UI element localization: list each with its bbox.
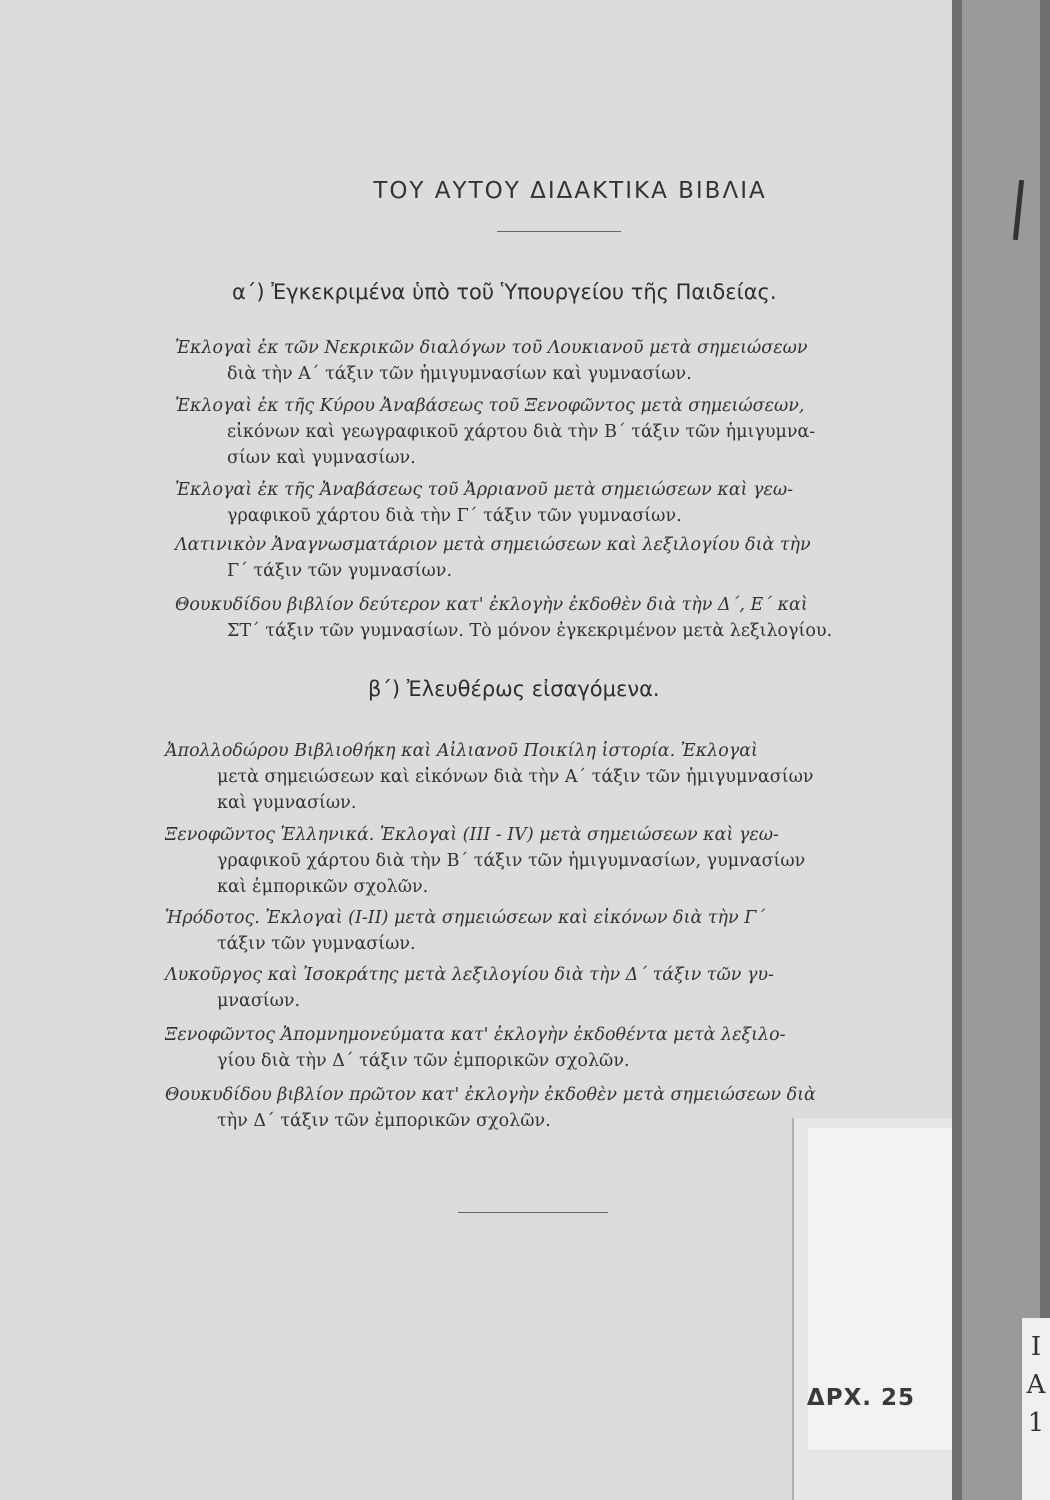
entry-line: Ξενοφῶντος Ἑλληνικά. Ἐκλογαὶ (III - IV) μετὰ σημειώσεων καὶ γεω-	[165, 825, 779, 845]
section-b-entry-2	[165, 822, 805, 900]
spine-label-line: Ι	[1030, 1332, 1042, 1362]
section-b-entry-4	[165, 962, 774, 1014]
entry-line: τὴν Δ΄ τάξιν τῶν ἐμπορικῶν σχολῶν.	[217, 1111, 551, 1131]
section-a-heading: α΄) Ἐγκεκριμένα ὑπὸ τοῦ Ὑπουργείου τῆς Παιδείας.	[232, 280, 777, 304]
entry-line: Ξενοφῶντος Ἀπομνημονεύματα κατ' ἐκλογὴν ἐκδοθέντα μετὰ λεξιλο-	[165, 1025, 786, 1045]
entry-line: τάξιν τῶν γυμνασίων.	[217, 934, 416, 954]
bottom-divider	[458, 1212, 608, 1213]
spine-call-number-label	[1022, 1318, 1050, 1500]
section-a-entry-4	[175, 532, 811, 584]
entry-line: Ἐκλογαὶ ἐκ τῶν Νεκρικῶν διαλόγων τοῦ Λουκιανοῦ μετὰ σημειώσεων	[175, 338, 808, 358]
section-a-entry-2	[175, 393, 815, 471]
section-b-heading: β΄) Ἐλευθέρως εἰσαγόμενα.	[368, 677, 660, 701]
entry-line: Λατινικὸν Ἀναγνωσματάριον μετὰ σημειώσεων καὶ λεξιλογίου διὰ τὴν	[175, 535, 811, 555]
spine-cloth	[962, 0, 1040, 1500]
entry-line: μετὰ σημειώσεων καὶ εἰκόνων διὰ τὴν Α΄ τάξιν τῶν ἡμιγυμνασίων	[217, 767, 814, 787]
entry-line: Γ΄ τάξιν τῶν γυμνασίων.	[227, 561, 453, 581]
spine-label-line: Α	[1026, 1370, 1046, 1400]
entry-line: Ἐκλογαὶ ἐκ τῆς Ἀναβάσεως τοῦ Ἀρριανοῦ μετὰ σημειώσεων καὶ γεω-	[175, 480, 794, 500]
entry-line: Ἐκλογαὶ ἐκ τῆς Κύρου Ἀναβάσεως τοῦ Ξενοφῶντος μετὰ σημειώσεων,	[175, 396, 805, 416]
book-spine	[952, 0, 1050, 1500]
entry-line: ΣΤ΄ τάξιν τῶν γυμνασίων. Τὸ μόνον ἐγκεκριμένον μετὰ λεξιλογίου.	[227, 621, 833, 641]
entry-line: διὰ τὴν Α΄ τάξιν τῶν ἡμιγυμνασίων καὶ γυμνασίων.	[227, 364, 692, 384]
entry-line: Λυκοῦργος καὶ Ἰσοκράτης μετὰ λεξιλογίου διὰ τὴν Δ΄ τάξιν τῶν γυ-	[165, 965, 774, 985]
page-title: ΤΟΥ ΑΥΤΟΥ ΔΙΔΑΚΤΙΚΑ ΒΙΒΛΙΑ	[373, 178, 767, 204]
entry-line: καὶ γυμνασίων.	[217, 793, 357, 813]
section-a-entry-3	[175, 477, 793, 529]
library-sticker	[792, 1118, 954, 1500]
entry-line: καὶ ἐμπορικῶν σχολῶν.	[217, 877, 429, 897]
title-divider	[497, 231, 621, 232]
entry-line: Θουκυδίδου βιβλίον δεύτερον κατ' ἐκλογὴν ἐκδοθὲν διὰ τὴν Δ΄, Ε΄ καὶ	[175, 595, 808, 615]
entry-line: μνασίων.	[217, 991, 301, 1011]
section-a-entry-1	[175, 335, 808, 387]
spine-label-line: 1	[1027, 1408, 1045, 1438]
section-b-entry-6	[165, 1082, 816, 1134]
section-b-entry-3	[165, 905, 765, 957]
entry-line: γραφικοῦ χάρτου διὰ τὴν Β΄ τάξιν τῶν ἡμιγυμνασίων, γυμνασίων	[217, 851, 806, 871]
section-b-entry-5	[165, 1022, 786, 1074]
entry-line: Ἀπολλοδώρου Βιβλιοθήκη καὶ Αἰλιανοῦ Ποικίλη ἱστορία. Ἐκλογαὶ	[165, 741, 758, 761]
section-b-entry-1	[165, 738, 814, 816]
section-a-entry-5	[175, 592, 832, 644]
entry-line: Ἡρόδοτος. Ἐκλογαὶ (I-II) μετὰ σημειώσεων καὶ εἰκόνων διὰ τὴν Γ΄	[165, 908, 766, 928]
entry-line: εἰκόνων καὶ γεωγραφικοῦ χάρτου διὰ τὴν Β΄ τάξιν τῶν ἡμιγυμνα-	[227, 422, 816, 442]
entry-line: σίων καὶ γυμνασίων.	[227, 448, 416, 468]
entry-line: γίου διὰ τὴν Δ΄ τάξιν τῶν ἐμπορικῶν σχολῶν.	[217, 1051, 630, 1071]
price-label: ΔΡΧ. 25	[806, 1385, 916, 1411]
entry-line: γραφικοῦ χάρτου διὰ τὴν Γ΄ τάξιν τῶν γυμνασίων.	[227, 506, 682, 526]
entry-line: Θουκυδίδου βιβλίον πρῶτον κατ' ἐκλογὴν ἐκδοθὲν μετὰ σημειώσεων διὰ	[165, 1085, 816, 1105]
